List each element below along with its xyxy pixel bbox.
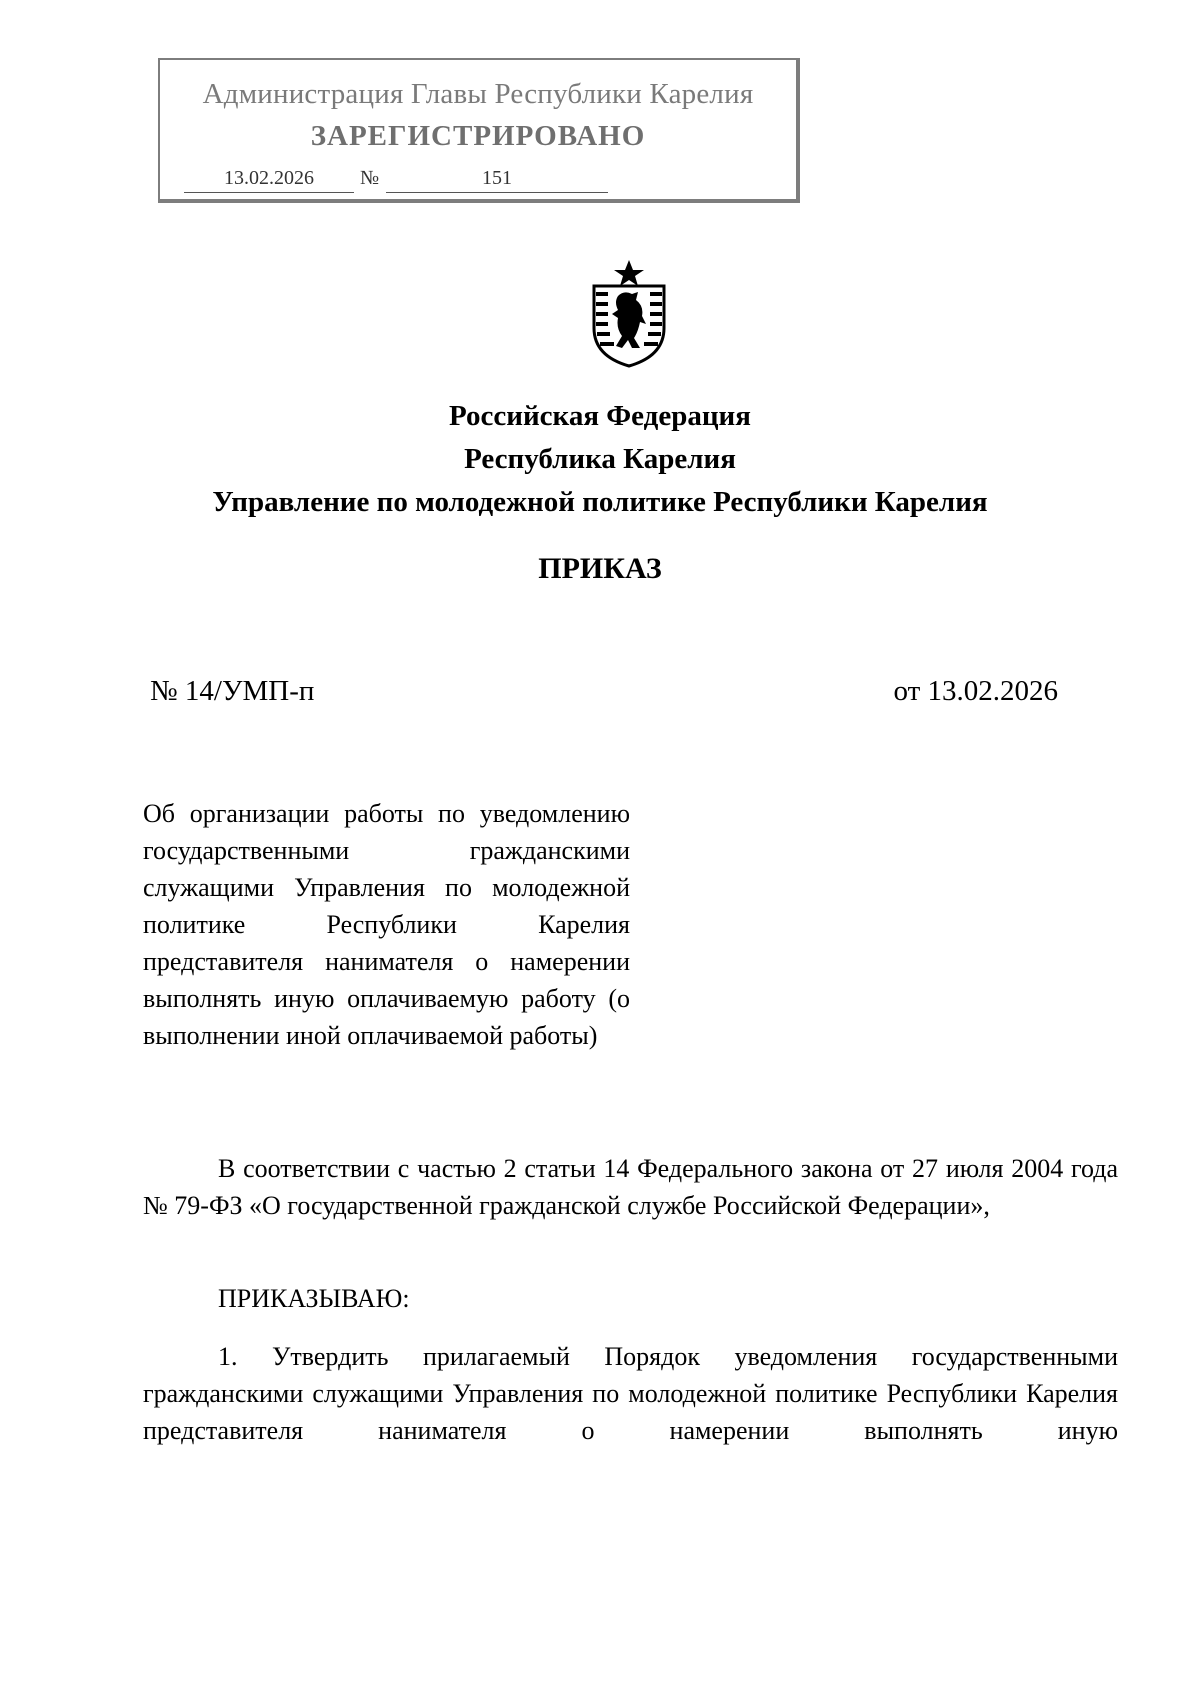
item-1-paragraph: 1. Утвердить прилагаемый Порядок уведомления государственными гражданскими служащими Управления по молодежной политике Республики Карелия представителя нанимателя о намерении выполнять иную [143,1342,1118,1445]
header-country: Российская Федерация [449,400,751,432]
registration-stamp [158,58,800,203]
order-number: № 14/УМП-п [150,675,315,707]
header-republic: Республика Карелия [464,443,736,475]
stamp-organization: Администрация Главы Республики Карелия [202,78,754,110]
order-subject: Об организации работы по уведомлению государственными гражданскими служащими Управления по молодежной политике Республики Карелия представителя нанимателя о намерении выполнять иную оплачиваемую работу (о выполнении иной оплачиваемой работы) [143,799,630,1050]
preamble-paragraph: В соответствии с частью 2 статьи 14 Федерального закона от 27 июля 2004 года № 79-ФЗ «О государственной гражданской службе Российской Федерации», [143,1154,1118,1220]
stamp-status: ЗАРЕГИСТРИРОВАНО [310,120,646,152]
stamp-number: 151 [386,164,608,193]
command-paragraph: ПРИКАЗЫВАЮ: [218,1284,410,1313]
document-type: ПРИКАЗ [538,552,662,585]
karelia-coat-of-arms-icon [584,258,674,368]
stamp-date: 13.02.2026 [184,164,354,193]
header-agency: Управление по молодежной политике Республики Карелия [212,486,988,518]
stamp-number-label: № [360,167,380,189]
order-date: от 13.02.2026 [893,675,1058,707]
